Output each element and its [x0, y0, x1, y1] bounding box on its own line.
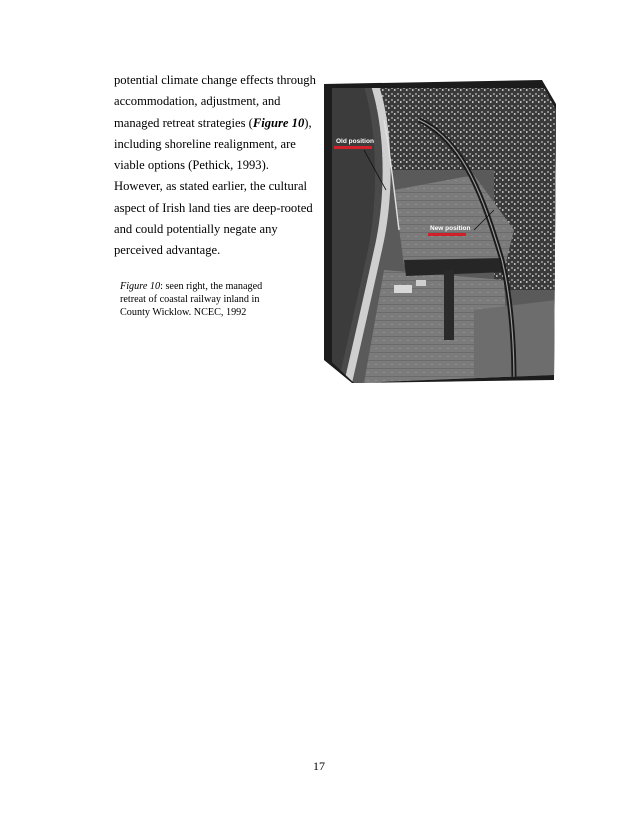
figure-caption [120, 280, 320, 319]
text-line: aspect of Irish land ties are deep-rooted [114, 200, 313, 215]
text-line: potential climate change effects through [114, 73, 316, 87]
aerial-photograph [324, 80, 556, 383]
text-line: including shoreline realignment, are [114, 136, 296, 151]
old-position-label: Old position [336, 138, 374, 145]
caption-figure-ref: Figure 10 [120, 281, 161, 292]
caption-text: : seen right, the managed [160, 281, 263, 292]
caption-line: County Wicklow. NCEC, 1992 [120, 307, 247, 318]
figure-reference: Figure 10 [252, 115, 305, 130]
new-position-marker [428, 233, 466, 236]
text-line [114, 113, 324, 134]
body-paragraph [114, 70, 324, 262]
caption-line [120, 280, 320, 293]
page-number: 17 [313, 759, 325, 773]
text-line: perceived advantage. [114, 243, 221, 258]
caption-line: retreat of coastal railway inland in [120, 294, 260, 305]
text-line: viable options (Pethick, 1993). [114, 158, 269, 173]
text-fragment: managed retreat strategies ( [114, 115, 253, 130]
new-position-label: New position [430, 225, 471, 232]
old-position-marker [334, 146, 372, 149]
text-line: accommodation, adjustment, and [114, 94, 281, 109]
text-fragment: ), [304, 115, 312, 130]
text-line: However, as stated earlier, the cultural [114, 179, 308, 194]
text-line: and could potentially negate any [114, 222, 278, 237]
